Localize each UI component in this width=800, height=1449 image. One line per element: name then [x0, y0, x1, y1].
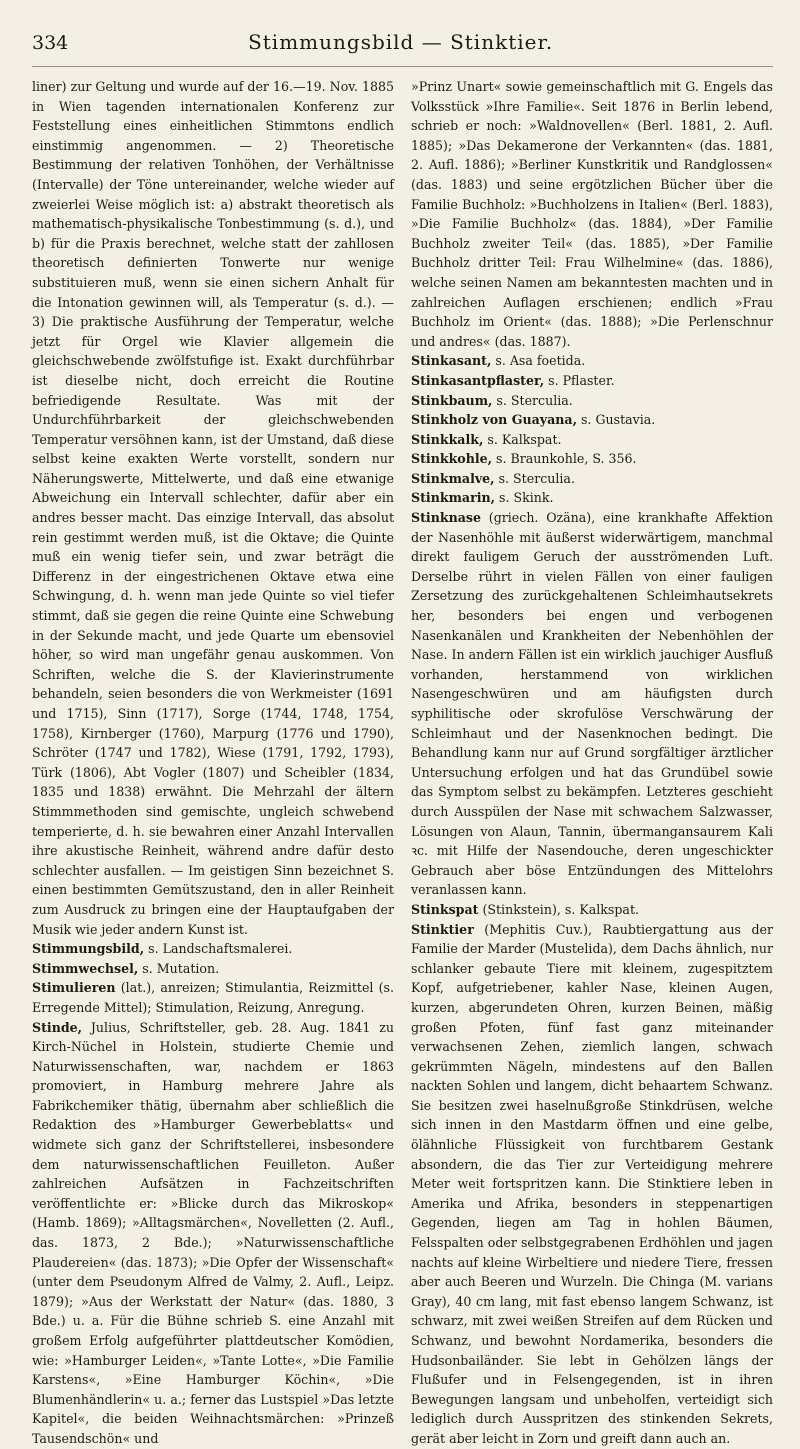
entry-headword: Stinkbaum, [411, 392, 493, 408]
dictionary-entry [411, 488, 773, 508]
page-number: 334 [32, 32, 69, 54]
dictionary-entry [411, 391, 773, 411]
entry-text: s. Asa foetida. [491, 353, 586, 369]
entry-text: (lat.), anreizen; Stimulantia, Reizmittel (s. Erregende Mittel); Stimulation, Reizung, Anregung. [32, 980, 394, 1015]
entry-text: »Prinz Unart« sowie gemeinschaftlich mit G. Engels das Volksstück »Ihre Familie«. Seit 1876 in Berlin lebend, schrieb er noch: »Waldnovellen« (Berl. 1881, 2. Aufl. 1885); »Das Dekamerone der Verkannten« (das. 1881, 2. Aufl. 1886); »Berliner Kunstkritik und Randglossen« (das. 1883) und seine ergötzlichen Bücher über die Familie Buchholz: »Buchholzens in Italien« (Berl. 1883), »Die Familie Buchholz« (das. 1884), »Der Familie Buchholz zweiter Teil« (das. 1885), »Der Familie Buchholz dritter Teil: Frau Wilhelmine« (das. 1886), welche seinen Namen am bekanntesten machten und in zahlreichen Auflagen erschienen; endlich »Frau Buchholz im Orient« (das. 1888); »Die Perlenschnur und andres« (das. 1887). [411, 79, 773, 349]
entry-text: (Mephitis Cuv.), Raubtiergattung aus der Familie der Marder (Mustelida), dem Dachs ähnlich, nur schlanker gebaute Tiere mit kleinem, zugespitztem Kopf, aufgetriebener, kahler Nase, kleinen Augen, kurzen, abgerundeten Ohren, kurzen Beinen, mäßig großen Pfoten, fünf fast ganz miteinander verwachsenen Zehen, ziemlich langen, schwach gekrümmten Nägeln, mindestens auf den Ballen nackten Sohlen und langem, dicht behaartem Schwanz. Sie besitzen zwei haselnußgroße Stinkdrüsen, welche sich innen in den Mastdarm öffnen und eine gelbe, ölähnliche Flüssigkeit von furchtbarem Gestank absondern, die das Tier zur Verteidigung mehrere Meter weit fortspritzen kann. Die Stinktiere leben in Amerika und Afrika, besonders in steppenartigen Gegenden, liegen am Tag in hohlen Bäumen, Felsspalten oder selbstgegrabenen Erdhöhlen und jagen nachts auf kleine Wirbeltiere und niedere Tiere, fressen aber auch Beeren und Wurzeln. Die Chinga (M. varians Gray), 40 cm lang, mit fast ebenso langem Schwanz, ist schwarz, mit zwei weißen Streifen auf dem Rücken und Schwanz, und bewohnt Nordamerika, besonders die Hudsonbailänder. Sie lebt in Gehölzen längs der Flußufer und in Felsengegenden, ist in ihren Bewegungen langsam und unbeholfen, verteidigt sich lediglich durch Ausspritzen des stinkenden Sekrets, gerät aber leicht in Zorn und greift dann auch an. [411, 921, 773, 1446]
entry-headword: Stinknase [411, 510, 481, 526]
dictionary-entry [411, 900, 773, 920]
dictionary-entry [411, 449, 773, 469]
entry-text: (Stinkstein), s. Kalkspat. [478, 901, 640, 917]
entry-headword: Stinkasant, [411, 353, 492, 369]
left-column [32, 77, 394, 1449]
entry-text: s. Pflaster. [544, 372, 615, 388]
entry-headword: Stinkmalve, [411, 470, 495, 486]
entry-text: (griech. Ozäna), eine krankhafte Affektion der Nasenhöhle mit äußerst widerwärtigem, manchmal direkt fauligem Geruch der ausströmenden Luft. Derselbe rührt in vielen Fällen von einer fauligen Zersetzung des zurückgehaltenen Schleimhautsekrets her, besonders bei engen und verbogenen Nasenkanälen und Krankheiten der Nebenhöhlen der Nase. In andern Fällen ist ein wirklich jauchiger Ausfluß vorhanden, herstammend von wirklichen Nasengeschwüren und am häufigsten durch syphilitische oder skrofulöse Verschwärung der Schleimhaut und der Nasenknochen bedingt. Die Behandlung kann nur auf Grund sorgfältiger ärztlicher Untersuchung erfolgen und hat das Grundübel sowie das Symptom selbst zu bekämpfen. Letzteres geschieht durch Ausspülen der Nase mit schwachem Salzwasser, Lösungen von Alaun, Tannin, übermangansaurem Kali ꝛc. mit Hilfe der Nasendouche, deren ungeschickter Gebrauch aber böse Entzündungen des Mittelohrs veranlassen kann. [411, 510, 773, 898]
entry-headword: Stinkmarin, [411, 490, 496, 506]
entry-text: s. Skink. [495, 490, 554, 506]
entry-text: s. Kalkspat. [483, 431, 562, 447]
entry-headword: Stimmungsbild, [32, 941, 145, 957]
entry-text: Julius, Schriftsteller, geb. 28. Aug. 1841 zu Kirch-Nüchel in Holstein, studierte Chemie und Naturwissenschaften, war, nachdem er 1863 promoviert, in Hamburg mehrere Jahre als Fabrikchemiker thätig, übernahm aber schließlich die Redaktion des »Hamburger Gewerbeblatts« und widmete sich ganz der Schriftstellerei, insbesondere dem naturwissenschaftlichen Feuilleton. Außer zahlreichen Aufsätzen in Fachzeitschriften veröffentlichte er: »Blicke durch das Mikroskop« (Hamb. 1869); »Alltagsmärchen«, Novelletten (2. Aufl., das. 1873, 2 Bde.); »Naturwissenschaftliche Plaudereien« (das. 1873); »Die Opfer der Wissenschaft« (unter dem Pseudonym Alfred de Valmy, 2. Aufl., Leipz. 1879); »Aus der Werkstatt der Natur« (das. 1880, 3 Bde.) u. a. Für die Bühne schrieb S. eine Anzahl mit großem Erfolg aufgeführter plattdeutscher Komödien, wie: »Hamburger Leiden«, »Tante Lotte«, »Die Familie Karstens«, »Eine Hamburger Köchin«, »Die Blumenhändlerin« u. a.; ferner das Lustspiel »Das letzte Kapitel«, die beiden Weihnachtsmärchen: »Prinzeß Tausendschön« und [32, 1019, 394, 1446]
dictionary-entry [32, 959, 394, 979]
entry-headword: Stinktier [411, 921, 474, 937]
entry-headword: Stinkkalk, [411, 431, 484, 447]
dictionary-entry [411, 920, 773, 1449]
entry-headword: Stimulieren [32, 980, 116, 996]
entry-text: s. Sterculia. [492, 392, 573, 408]
dictionary-entry [411, 469, 773, 489]
text-columns [32, 77, 773, 1449]
dictionary-entry [411, 508, 773, 900]
entry-text: s. Mutation. [138, 960, 220, 976]
running-head: Stimmungsbild — Stinktier. [248, 30, 554, 54]
continued-paragraph [411, 77, 773, 351]
dictionary-entry [32, 1018, 394, 1449]
entry-text: s. Gustavia. [576, 412, 656, 428]
entry-text: s. Landschaftsmalerei. [144, 941, 293, 957]
page-header [32, 30, 773, 67]
entry-headword: Stinkholz von Guayana, [411, 412, 577, 428]
dictionary-entry [32, 978, 394, 1017]
entry-headword: Stinkkohle, [411, 451, 493, 467]
entry-text: liner) zur Geltung und wurde auf der 16.—19. Nov. 1885 in Wien tagenden internationalen Konferenz zur Feststellung eines einheitlichen Stimmtons endlich einstimmig angenommen. — 2) Theoretische Bestimmung der relativen Tonhöhen, der Verhältnisse (Intervalle) der Töne untereinander, welche wieder auf zweierlei Weise möglich ist: a) abstrakt theoretisch als mathematisch-physikalische Tonbestimmung (s. d.), und b) für die Praxis berechnet, welche statt der zahllosen theoretisch definierten Tonwerte nur wenige substituieren muß, wenn sie einen sichern Anhalt für die Intonation gewinnen will, als Temperatur (s. d.). — 3) Die praktische Ausführung der Temperatur, welche jetzt für Orgel wie Klavier allgemein die gleichschwebende zwölfstufige ist. Exakt durchführbar ist dieselbe nicht, doch erreicht die Routine befriedigende Resultate. Was mit der Undurchführbarkeit der gleichschwebenden Temperatur versöhnen kann, ist der Umstand, daß diese selbst keine exakten Werte vorstellt, sondern nur Näherungswerte, Mittelwerte, und daß eine etwanige Abweichung ein Intervall schlechter, dafür aber ein andres besser macht. Das einzige Intervall, das absolut rein gestimmt werden muß, ist die Oktave; die Quinte muß ein wenig tiefer sein, und zwar beträgt die Differenz in der eingestrichenen Oktave etwa eine Schwingung, d. h. wenn man jede Quinte so viel tiefer stimmt, daß sie gegen die reine Quinte eine Schwebung in der Sekunde macht, und jede Quarte um ebensoviel höher, so wird man ungefähr genau auskommen. Von Schriften, welche die S. der Klavierinstrumente behandeln, seien besonders die von Werkmeister (1691 und 1715), Sinn (1717), Sorge (1744, 1748, 1754, 1758), Kirnberger (1760), Marpurg (1776 und 1790), Schröter (1747 und 1782), Wiese (1791, 1792, 1793), Türk (1806), Abt Vogler (1807) und Scheibler (1834, 1835 und 1838) erwähnt. Die Mehrzahl der ältern Stimmmethoden sind gemischte, ungleich schwebend temperierte, d. h. sie bewahren einer Anzahl Intervallen ihre akustische Reinheit, während andre dafür desto schlechter ausfallen. — Im geistigen Sinn bezeichnet S. einen bestimmten Gemütszustand, den in aller Reinheit zum Ausdruck zu bringen eine der Hauptaufgaben der Musik wie jeder andern Kunst ist. [32, 79, 394, 937]
entry-headword: Stimmwechsel, [32, 960, 139, 976]
dictionary-entry [411, 371, 773, 391]
dictionary-entry [411, 430, 773, 450]
dictionary-entry [32, 939, 394, 959]
continued-paragraph [32, 77, 394, 939]
entry-text: s. Braunkohle, S. 356. [492, 451, 637, 467]
right-column [411, 77, 773, 1449]
entry-headword: Stinkspat [411, 901, 479, 917]
entry-text: s. Sterculia. [494, 470, 575, 486]
entry-headword: Stinkasantpflaster, [411, 372, 545, 388]
entry-headword: Stinde, [32, 1019, 83, 1035]
dictionary-entry [411, 351, 773, 371]
dictionary-entry [411, 410, 773, 430]
